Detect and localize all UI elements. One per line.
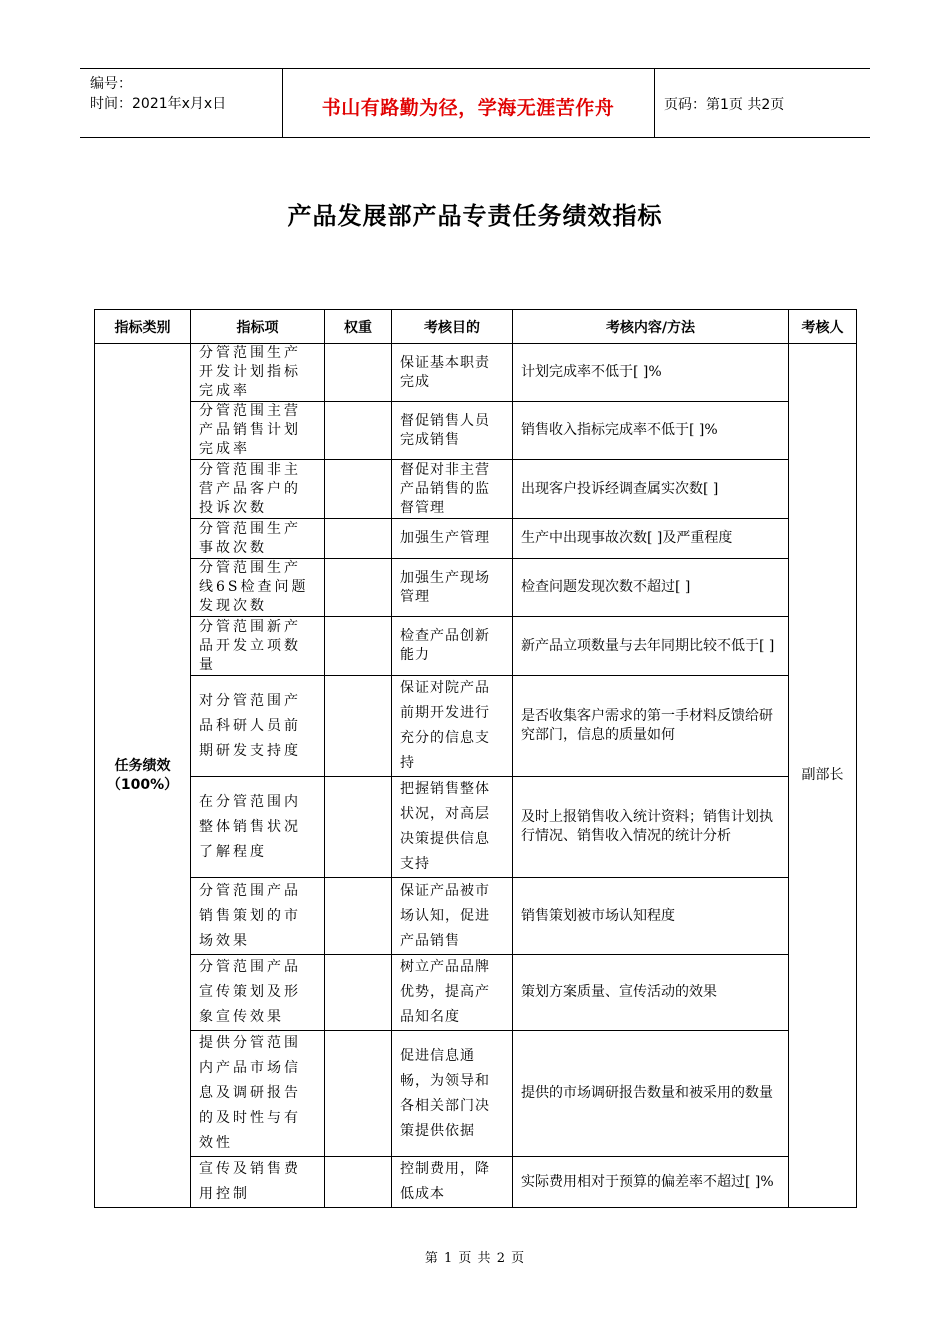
table-row <box>95 777 857 878</box>
header-motto-cell <box>282 69 655 137</box>
goal-cell: 加强生产现场管理 <box>392 559 513 617</box>
document-header <box>80 68 870 138</box>
table-row <box>95 344 857 402</box>
indicator-item: 在分管范围内整体销售状况了解程度 <box>191 777 325 878</box>
weight-cell <box>325 617 392 676</box>
content-cell: 检查问题发现次数不超过[ ] <box>513 559 789 617</box>
table-row <box>95 1157 857 1208</box>
content-cell: 销售收入指标完成率不低于[ ]% <box>513 402 789 460</box>
time-label: 时间：2021年x月x日 <box>90 96 227 112</box>
goal-cell: 树立产品品牌优势，提高产品知名度 <box>392 955 513 1031</box>
weight-cell <box>325 1031 392 1157</box>
page-number-label: 页码：第1页 共2页 <box>664 97 785 113</box>
weight-cell <box>325 878 392 955</box>
goal-cell: 保证产品被市场认知，促进产品销售 <box>392 878 513 955</box>
weight-cell <box>325 402 392 460</box>
weight-cell <box>325 955 392 1031</box>
goal-cell: 促进信息通畅，为领导和各相关部门决策提供依据 <box>392 1031 513 1157</box>
performance-table <box>94 309 857 1208</box>
indicator-item: 分管范围新产品开发立项数量 <box>191 617 325 676</box>
column-header: 指标类别 <box>95 310 191 344</box>
table-row <box>95 617 857 676</box>
category-cell <box>95 344 191 1208</box>
table-row <box>95 878 857 955</box>
indicator-item: 分管范围非主营产品客户的投诉次数 <box>191 460 325 519</box>
column-header: 考核内容/方法 <box>513 310 789 344</box>
content-cell: 新产品立项数量与去年同期比较不低于[ ] <box>513 617 789 676</box>
weight-cell <box>325 519 392 559</box>
page-title: 产品发展部产品专责任务绩效指标 <box>287 202 663 230</box>
table-header-row <box>95 310 857 344</box>
column-header: 考核人 <box>789 310 857 344</box>
goal-cell: 加强生产管理 <box>392 519 513 559</box>
page-footer: 第 1 页 共 2 页 <box>424 1251 526 1266</box>
column-header: 权重 <box>325 310 392 344</box>
header-page-cell <box>654 69 870 137</box>
weight-cell <box>325 559 392 617</box>
indicator-item: 对分管范围产品科研人员前期研发支持度 <box>191 676 325 777</box>
indicator-item: 分管范围生产事故次数 <box>191 519 325 559</box>
content-cell: 销售策划被市场认知程度 <box>513 878 789 955</box>
content-cell: 计划完成率不低于[ ]% <box>513 344 789 402</box>
assessor-cell: 副部长 <box>789 344 857 1208</box>
indicator-item: 提供分管范围内产品市场信息及调研报告的及时性与有效性 <box>191 1031 325 1157</box>
indicator-item: 分管范围生产开发计划指标完成率 <box>191 344 325 402</box>
indicator-item: 分管范围生产线6S检查问题发现次数 <box>191 559 325 617</box>
table-row <box>95 402 857 460</box>
indicator-item: 分管范围主营产品销售计划完成率 <box>191 402 325 460</box>
header-info-cell <box>80 69 283 137</box>
content-cell: 实际费用相对于预算的偏差率不超过[ ]% <box>513 1157 789 1208</box>
category-percent: （100%） <box>106 776 179 793</box>
weight-cell <box>325 344 392 402</box>
indicator-item: 分管范围产品宣传策划及形象宣传效果 <box>191 955 325 1031</box>
table-row <box>95 519 857 559</box>
goal-cell: 督促销售人员完成销售 <box>392 402 513 460</box>
table-row <box>95 955 857 1031</box>
content-cell: 是否收集客户需求的第一手材料反馈给研究部门，信息的质量如何 <box>513 676 789 777</box>
goal-cell: 保证对院产品前期开发进行充分的信息支持 <box>392 676 513 777</box>
table-row <box>95 1031 857 1157</box>
indicator-item: 分管范围产品销售策划的市场效果 <box>191 878 325 955</box>
goal-cell: 控制费用，降低成本 <box>392 1157 513 1208</box>
motto-text: 书山有路勤为径，学海无涯苦作舟 <box>321 97 615 119</box>
table-row <box>95 676 857 777</box>
table-row <box>95 559 857 617</box>
weight-cell <box>325 460 392 519</box>
content-cell: 策划方案质量、宣传活动的效果 <box>513 955 789 1031</box>
content-cell: 提供的市场调研报告数量和被采用的数量 <box>513 1031 789 1157</box>
category-name: 任务绩效 <box>114 757 171 774</box>
column-header: 考核目的 <box>392 310 513 344</box>
goal-cell: 保证基本职责完成 <box>392 344 513 402</box>
weight-cell <box>325 1157 392 1208</box>
content-cell: 生产中出现事故次数[ ]及严重程度 <box>513 519 789 559</box>
weight-cell <box>325 676 392 777</box>
indicator-item: 宣传及销售费用控制 <box>191 1157 325 1208</box>
content-cell: 及时上报销售收入统计资料；销售计划执行情况、销售收入情况的统计分析 <box>513 777 789 878</box>
content-cell: 出现客户投诉经调查属实次数[ ] <box>513 460 789 519</box>
goal-cell: 督促对非主营产品销售的监督管理 <box>392 460 513 519</box>
number-label: 编号： <box>90 76 132 92</box>
goal-cell: 检查产品创新能力 <box>392 617 513 676</box>
weight-cell <box>325 777 392 878</box>
table-row <box>95 460 857 519</box>
goal-cell: 把握销售整体状况，对高层决策提供信息支持 <box>392 777 513 878</box>
column-header: 指标项 <box>191 310 325 344</box>
